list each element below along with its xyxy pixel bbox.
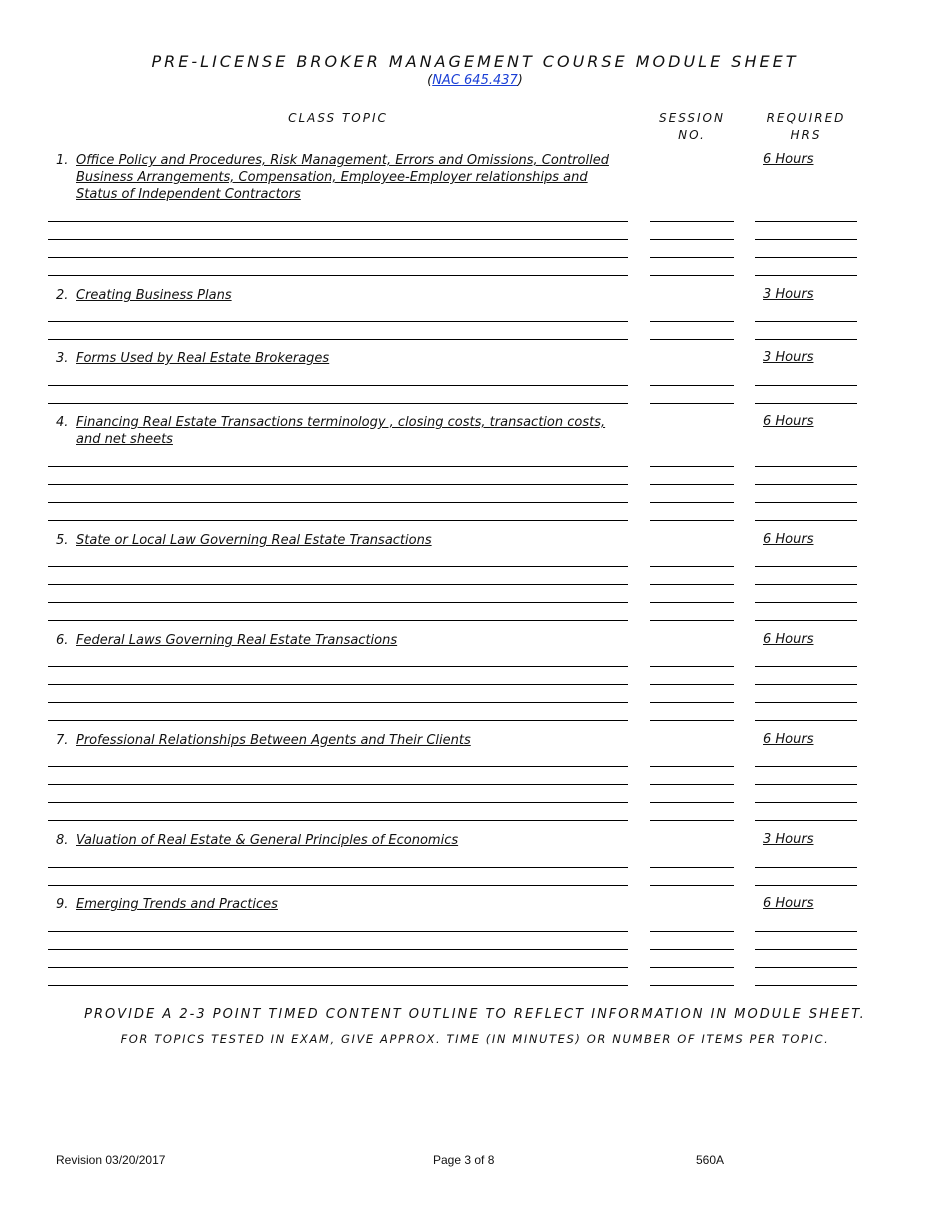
hours-write-line — [755, 239, 857, 240]
session-write-line — [650, 466, 734, 467]
session-write-line — [650, 684, 734, 685]
topic-write-line — [48, 257, 628, 258]
hours-write-line — [755, 949, 857, 950]
topic-2-hours: 3 Hours — [763, 287, 814, 302]
topic-write-line — [48, 466, 628, 467]
page-number: Page 3 of 8 — [433, 1153, 495, 1167]
session-write-line — [650, 666, 734, 667]
topic-9-hours: 6 Hours — [763, 896, 814, 911]
session-write-line — [650, 602, 734, 603]
hours-header-line2: HRS — [790, 128, 822, 142]
hours-write-line — [755, 802, 857, 803]
hours-write-line — [755, 275, 857, 276]
topic-write-line — [48, 403, 628, 404]
session-write-line — [650, 766, 734, 767]
topic-write-line — [48, 784, 628, 785]
hours-write-line — [755, 967, 857, 968]
topic-3 — [56, 350, 626, 367]
topic-number: 7. — [56, 733, 69, 748]
hours-write-line — [755, 520, 857, 521]
topic-write-line — [48, 520, 628, 521]
session-write-line — [650, 502, 734, 503]
topic-number: 1. — [56, 153, 69, 168]
topic-title: Forms Used by Real Estate Brokerages — [76, 351, 330, 366]
nac-645-437-link[interactable]: NAC 645.437 — [432, 73, 518, 88]
hours-write-line — [755, 766, 857, 767]
topic-8-hours: 3 Hours — [763, 832, 814, 847]
topic-4 — [56, 414, 626, 448]
topic-title: Professional Relationships Between Agents and Their Clients — [76, 733, 471, 748]
hours-write-line — [755, 484, 857, 485]
hours-write-line — [755, 620, 857, 621]
topic-number: 6. — [56, 633, 69, 648]
topic-4-hours: 6 Hours — [763, 414, 814, 429]
topic-write-line — [48, 949, 628, 950]
topic-write-line — [48, 321, 628, 322]
topic-5 — [56, 532, 626, 549]
topic-number: 8. — [56, 833, 69, 848]
topic-7-hours: 6 Hours — [763, 732, 814, 747]
topic-write-line — [48, 967, 628, 968]
hours-write-line — [755, 566, 857, 567]
topic-1-hours: 6 Hours — [763, 152, 814, 167]
hours-write-line — [755, 784, 857, 785]
topic-write-line — [48, 885, 628, 886]
session-write-line — [650, 239, 734, 240]
topic-write-line — [48, 566, 628, 567]
hours-write-line — [755, 867, 857, 868]
topic-title: Valuation of Real Estate & General Principles of Economics — [76, 833, 459, 848]
topic-7 — [56, 732, 626, 749]
instruction-line-1: PROVIDE A 2-3 POINT TIMED CONTENT OUTLINE TO REFLECT INFORMATION IN MODULE SHEET. — [84, 1007, 866, 1022]
session-write-line — [650, 321, 734, 322]
session-write-line — [650, 520, 734, 521]
topic-write-line — [48, 385, 628, 386]
session-write-line — [650, 949, 734, 950]
session-write-line — [650, 385, 734, 386]
topic-number: 2. — [56, 288, 69, 303]
topic-1 — [56, 152, 626, 203]
session-write-line — [650, 584, 734, 585]
hours-write-line — [755, 666, 857, 667]
session-no-header — [650, 110, 734, 144]
hours-write-line — [755, 584, 857, 585]
class-topic-header: CLASS TOPIC — [288, 111, 388, 125]
topic-number: 9. — [56, 897, 69, 912]
topic-write-line — [48, 484, 628, 485]
topic-3-hours: 3 Hours — [763, 350, 814, 365]
hours-write-line — [755, 385, 857, 386]
topic-write-line — [48, 584, 628, 585]
topic-write-line — [48, 820, 628, 821]
session-header-line2: NO. — [678, 128, 706, 142]
topic-6 — [56, 632, 626, 649]
hours-write-line — [755, 931, 857, 932]
session-write-line — [650, 257, 734, 258]
topic-number: 5. — [56, 533, 69, 548]
hours-write-line — [755, 403, 857, 404]
required-hrs-header — [755, 110, 857, 144]
topic-number: 4. — [56, 415, 69, 430]
hours-write-line — [755, 702, 857, 703]
hours-write-line — [755, 321, 857, 322]
hours-write-line — [755, 502, 857, 503]
session-write-line — [650, 985, 734, 986]
topic-write-line — [48, 502, 628, 503]
topic-write-line — [48, 275, 628, 276]
session-header-line1: SESSION — [659, 111, 725, 125]
session-write-line — [650, 885, 734, 886]
form-number: 560A — [696, 1153, 725, 1167]
ref-close-paren: ) — [517, 73, 523, 88]
session-write-line — [650, 702, 734, 703]
topic-write-line — [48, 802, 628, 803]
topic-write-line — [48, 239, 628, 240]
session-write-line — [650, 221, 734, 222]
topic-write-line — [48, 666, 628, 667]
topic-title: State or Local Law Governing Real Estate Transactions — [76, 533, 432, 548]
session-write-line — [650, 820, 734, 821]
topic-write-line — [48, 720, 628, 721]
hours-write-line — [755, 985, 857, 986]
hours-write-line — [755, 885, 857, 886]
hours-write-line — [755, 221, 857, 222]
hours-write-line — [755, 720, 857, 721]
topic-write-line — [48, 221, 628, 222]
topic-write-line — [48, 766, 628, 767]
session-write-line — [650, 720, 734, 721]
session-write-line — [650, 566, 734, 567]
instruction-line-2: FOR TOPICS TESTED IN EXAM, GIVE APPROX. TIME (IN MINUTES) OR NUMBER OF ITEMS PER TOPIC. — [120, 1032, 830, 1046]
session-write-line — [650, 275, 734, 276]
hours-write-line — [755, 602, 857, 603]
topic-8 — [56, 832, 626, 849]
topic-write-line — [48, 985, 628, 986]
topic-number: 3. — [56, 351, 69, 366]
page-title: PRE-LICENSE BROKER MANAGEMENT COURSE MODULE SHEET — [151, 52, 799, 71]
hours-write-line — [755, 339, 857, 340]
topic-write-line — [48, 702, 628, 703]
session-write-line — [650, 484, 734, 485]
topic-5-hours: 6 Hours — [763, 532, 814, 547]
session-write-line — [650, 867, 734, 868]
session-write-line — [650, 403, 734, 404]
topic-write-line — [48, 620, 628, 621]
session-write-line — [650, 931, 734, 932]
session-write-line — [650, 784, 734, 785]
topic-2 — [56, 287, 626, 304]
topic-title: Office Policy and Procedures, Risk Management, Errors and Omissions, Controlled Business Arrangements, Compensation, Employee-Employer relationships and Status of Independent Contractors — [76, 153, 609, 202]
hours-write-line — [755, 820, 857, 821]
hours-header-line1: REQUIRED — [766, 111, 846, 125]
topic-6-hours: 6 Hours — [763, 632, 814, 647]
topic-title: Creating Business Plans — [76, 288, 232, 303]
topic-title: Emerging Trends and Practices — [76, 897, 278, 912]
topic-title: Financing Real Estate Transactions terminology , closing costs, transaction costs, and net sheets — [76, 415, 606, 447]
topic-title: Federal Laws Governing Real Estate Transactions — [76, 633, 398, 648]
topic-write-line — [48, 931, 628, 932]
hours-write-line — [755, 466, 857, 467]
nac-reference — [0, 73, 950, 88]
hours-write-line — [755, 257, 857, 258]
revision-date: Revision 03/20/2017 — [56, 1153, 166, 1167]
hours-write-line — [755, 684, 857, 685]
topic-write-line — [48, 339, 628, 340]
session-write-line — [650, 620, 734, 621]
topic-write-line — [48, 602, 628, 603]
topic-write-line — [48, 684, 628, 685]
session-write-line — [650, 967, 734, 968]
session-write-line — [650, 339, 734, 340]
topic-9 — [56, 896, 626, 913]
ref-open-paren: ( — [427, 73, 433, 88]
topic-write-line — [48, 867, 628, 868]
session-write-line — [650, 802, 734, 803]
